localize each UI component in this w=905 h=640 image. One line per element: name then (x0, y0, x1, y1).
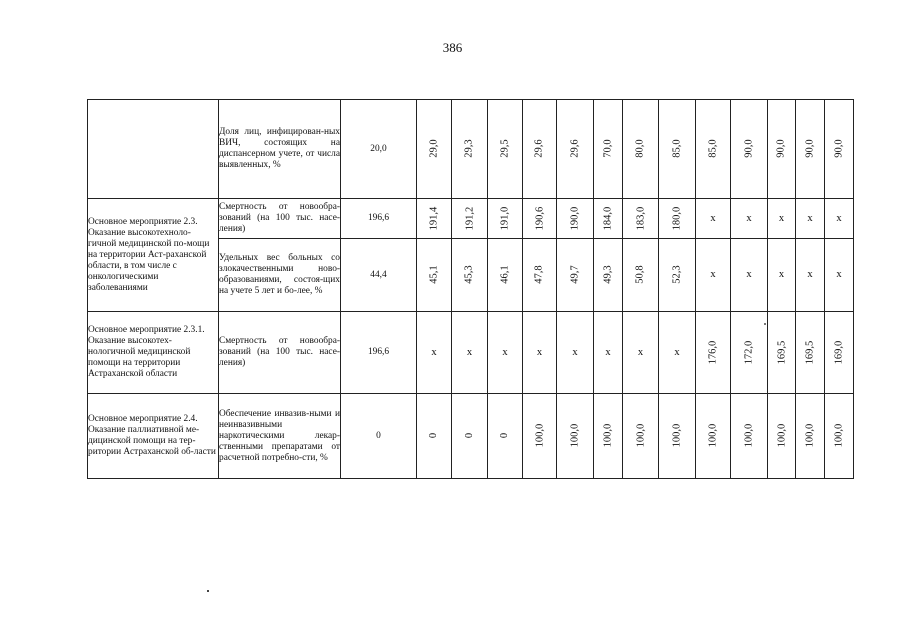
year-value-cell (523, 199, 557, 239)
year-value: 100,0 (707, 423, 719, 448)
year-value-cell (623, 239, 659, 312)
year-value-cell (796, 312, 825, 394)
year-value: 29,6 (569, 139, 581, 158)
year-value-cell (452, 394, 488, 479)
base-value-cell: 196,6 (341, 312, 417, 394)
year-value-cell (623, 312, 659, 394)
year-value-cell (825, 312, 854, 394)
indicator-cell: Доля лиц, инфицирован-ных ВИЧ, состоящих на диспансерном учете, от числа выявленных, % (219, 100, 341, 199)
event-cell: Основное мероприятие 2.4. Оказание паллиативной ме-дицинской помощи на тер-ритории Астраханской об-ласти (88, 394, 219, 479)
year-value-cell (696, 239, 731, 312)
year-value: x (836, 269, 842, 280)
year-value: 190,6 (534, 206, 545, 230)
year-value: 0 (499, 432, 511, 439)
year-value: 100,0 (534, 423, 545, 448)
indicator-cell: Обеспечение инвазив-ными и неинвазивными наркотическими лекар-ственными препаратами от расчетной потребно-сти, % (219, 394, 341, 479)
event-cell (88, 100, 219, 199)
year-value-cell (417, 199, 452, 239)
year-value: x (572, 346, 578, 358)
year-value: 29,5 (499, 139, 511, 158)
year-value-cell (825, 100, 854, 199)
year-value-cell (523, 100, 557, 199)
year-value-cell (796, 199, 825, 239)
year-value: 46,1 (499, 265, 511, 284)
year-value-cell (659, 239, 696, 312)
year-value-cell (452, 100, 488, 199)
year-value-cell (417, 100, 452, 199)
year-value-cell (557, 394, 594, 479)
year-value: x (778, 212, 785, 224)
year-value: 169,5 (776, 340, 787, 364)
year-value-cell (768, 394, 796, 479)
year-value: 29,3 (464, 139, 475, 158)
year-value: 52,3 (671, 265, 683, 284)
year-value: x (836, 212, 842, 224)
base-value-cell: 0 (341, 394, 417, 479)
scan-speck (207, 590, 209, 592)
year-value: 80,0 (635, 139, 646, 158)
year-value-cell (696, 199, 731, 239)
year-value: 100,0 (602, 423, 614, 448)
year-value: x (536, 346, 543, 358)
year-value: 172,0 (743, 340, 755, 364)
event-cell: Основное мероприятие 2.3.1. Оказание высокотех-нологичной медицинской помощи на территории Астраханской области (88, 312, 219, 394)
year-value: 100,0 (776, 423, 787, 448)
year-value-cell (523, 239, 557, 312)
year-value: 90,0 (776, 139, 787, 158)
year-value: x (807, 269, 813, 280)
year-value-cell (452, 199, 488, 239)
year-value: 49,7 (569, 265, 581, 284)
indicator-cell: Смертность от новообра-зований (на 100 тыс. насе-ления) (219, 199, 341, 239)
year-value: 191,2 (464, 206, 475, 230)
year-value-cell (594, 199, 623, 239)
year-value-cell (796, 239, 825, 312)
table-row (88, 199, 854, 239)
year-value-cell (452, 239, 488, 312)
year-value: 190,0 (569, 206, 581, 230)
year-value: 100,0 (743, 423, 755, 448)
year-value: 45,1 (428, 265, 440, 284)
year-value: 191,0 (499, 206, 511, 230)
year-value: 183,0 (635, 206, 646, 230)
year-value-cell (623, 199, 659, 239)
base-value-cell: 196,6 (341, 199, 417, 239)
indicator-cell: Смертность от новообра-зований (на 100 тыс. насе-ления) (219, 312, 341, 394)
year-value-cell (557, 239, 594, 312)
year-value-cell (623, 100, 659, 199)
year-value: 90,0 (804, 139, 816, 158)
year-value-cell (523, 312, 557, 394)
year-value: 176,0 (707, 340, 719, 364)
year-value-cell (417, 239, 452, 312)
year-value: x (466, 346, 473, 358)
year-value-cell (594, 239, 623, 312)
program-indicators-table (87, 99, 854, 479)
year-value-cell (731, 312, 768, 394)
page-number: 386 (442, 40, 463, 55)
year-value-cell (488, 100, 523, 199)
year-value-cell (825, 199, 854, 239)
year-value-cell (594, 100, 623, 199)
year-value: x (778, 269, 785, 280)
year-value-cell (557, 199, 594, 239)
year-value-cell (825, 394, 854, 479)
year-value: 191,4 (428, 206, 440, 230)
year-value-cell (488, 394, 523, 479)
year-value-cell (796, 394, 825, 479)
year-value-cell (557, 312, 594, 394)
year-value-cell (796, 100, 825, 199)
year-value-cell (659, 100, 696, 199)
year-value-cell (594, 312, 623, 394)
year-value: 169,5 (804, 340, 816, 364)
year-value: x (710, 269, 716, 280)
year-value-cell (452, 312, 488, 394)
year-value: 100,0 (833, 423, 845, 448)
year-value: 70,0 (602, 139, 614, 158)
year-value: x (502, 346, 508, 358)
year-value-cell (768, 312, 796, 394)
year-value: 45,3 (464, 265, 475, 284)
year-value-cell (768, 199, 796, 239)
year-value: 29,0 (428, 139, 440, 158)
year-value: 100,0 (569, 423, 581, 448)
year-value-cell (696, 394, 731, 479)
year-value: x (746, 269, 752, 280)
year-value: 0 (464, 432, 475, 439)
year-value: 100,0 (671, 423, 683, 448)
year-value-cell (417, 312, 452, 394)
year-value: x (605, 346, 611, 358)
year-value: 90,0 (743, 139, 755, 158)
year-value-cell (523, 394, 557, 479)
year-value: 49,3 (602, 265, 614, 284)
indicator-cell: Удельных вес больных со злокачественными ново-образованиями, состоя-щих на учете 5 лет и бо-лее, % (219, 239, 341, 312)
year-value-cell (768, 100, 796, 199)
year-value: 100,0 (804, 423, 816, 448)
year-value: 50,8 (635, 265, 646, 284)
table-row (88, 100, 854, 199)
year-value: 184,0 (602, 206, 614, 230)
year-value-cell (731, 199, 768, 239)
year-value: 29,6 (534, 139, 545, 158)
year-value-cell (623, 394, 659, 479)
year-value-cell (488, 312, 523, 394)
year-value: x (710, 212, 716, 224)
event-cell: Основное мероприятие 2.3. Оказание высокотехноло-гичной медицинской по-мощи на территории Аст-раханской области, в том числе с онкологическими заболеваниями (88, 199, 219, 312)
year-value-cell (659, 394, 696, 479)
year-value: 90,0 (833, 139, 845, 158)
year-value-cell (557, 100, 594, 199)
year-value-cell (731, 394, 768, 479)
scan-speck (764, 323, 766, 325)
year-value-cell (659, 312, 696, 394)
year-value-cell (696, 312, 731, 394)
table-row (88, 312, 854, 394)
year-value: x (637, 346, 644, 358)
year-value: 0 (428, 432, 440, 439)
year-value-cell (488, 239, 523, 312)
year-value-cell (768, 239, 796, 312)
year-value: 47,8 (534, 265, 545, 284)
year-value: x (746, 212, 752, 224)
year-value-cell (488, 199, 523, 239)
year-value-cell (594, 394, 623, 479)
year-value-cell (731, 100, 768, 199)
base-value-cell: 44,4 (341, 239, 417, 312)
year-value-cell (825, 239, 854, 312)
year-value: 169,0 (833, 340, 845, 364)
year-value-cell (696, 100, 731, 199)
year-value-cell (731, 239, 768, 312)
year-value-cell (659, 199, 696, 239)
year-value: 85,0 (707, 139, 719, 158)
year-value: 100,0 (635, 423, 646, 448)
year-value: x (807, 212, 813, 224)
year-value: 85,0 (671, 139, 683, 158)
table-row (88, 394, 854, 479)
year-value: x (431, 346, 437, 358)
year-value: 180,0 (671, 206, 683, 230)
base-value-cell: 20,0 (341, 100, 417, 199)
year-value-cell (417, 394, 452, 479)
year-value: x (674, 346, 680, 358)
